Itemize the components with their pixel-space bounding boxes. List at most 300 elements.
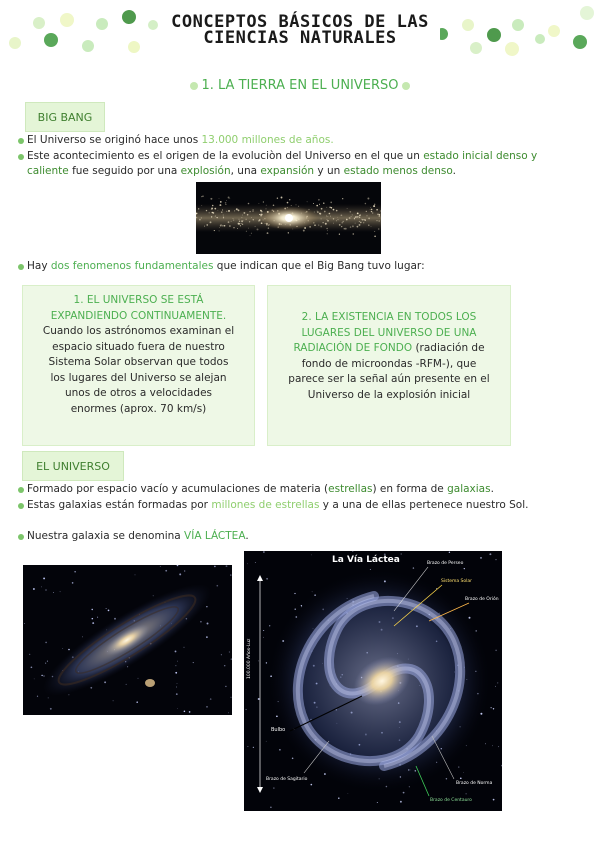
- star: [223, 214, 224, 215]
- star: [184, 711, 186, 713]
- star: [29, 654, 30, 655]
- star: [401, 553, 402, 554]
- star: [219, 230, 220, 231]
- star: [211, 208, 213, 210]
- star: [92, 622, 94, 624]
- star: [460, 777, 462, 779]
- star: [321, 208, 323, 210]
- star: [363, 222, 364, 223]
- star: [464, 568, 465, 569]
- star: [47, 661, 48, 662]
- star: [333, 209, 335, 211]
- star: [292, 758, 294, 760]
- star: [372, 212, 373, 213]
- star: [202, 205, 203, 206]
- bullet-text: fue seguido por una: [68, 165, 181, 177]
- star: [245, 709, 246, 710]
- star: [339, 234, 340, 235]
- star: [210, 198, 212, 200]
- star: [379, 215, 380, 216]
- star: [303, 230, 305, 232]
- star: [319, 213, 320, 214]
- star: [354, 218, 355, 219]
- star: [333, 218, 334, 219]
- star: [358, 217, 359, 218]
- star: [90, 687, 92, 689]
- info-box-heading: 1. EL UNIVERSO SE ESTÁ EXPANDIENDO CONTINUAMENTE.: [50, 294, 227, 322]
- star: [277, 198, 278, 199]
- info-box-text: (radiación de fondo de microondas -RFM-), que parece ser la señal aún presente en el Universo de la explosión inicial: [288, 342, 490, 401]
- star: [328, 216, 329, 217]
- star: [206, 706, 207, 707]
- bullet-text: El Universo se originó hace unos: [27, 134, 202, 146]
- star: [318, 199, 320, 201]
- star: [213, 212, 215, 214]
- star: [206, 636, 208, 638]
- bullet-highlight: expansión: [260, 165, 315, 177]
- star: [492, 745, 493, 746]
- star: [371, 226, 372, 227]
- star: [311, 555, 312, 556]
- bullet-text: , una: [230, 165, 261, 177]
- bullet-text: Hay: [27, 260, 51, 272]
- page-title-line2: CIENCIAS NATURALES: [203, 28, 397, 48]
- star: [279, 749, 281, 751]
- star: [374, 231, 375, 232]
- star: [212, 205, 214, 207]
- star: [136, 701, 138, 703]
- star: [72, 582, 74, 584]
- star: [233, 218, 234, 219]
- bullet-highlight: estrellas: [328, 483, 373, 495]
- star: [230, 697, 231, 698]
- star: [365, 203, 367, 205]
- star: [493, 708, 494, 709]
- star: [214, 208, 216, 210]
- star: [368, 225, 369, 226]
- star: [323, 203, 324, 204]
- star: [91, 609, 92, 610]
- star: [291, 205, 292, 206]
- star: [342, 198, 343, 199]
- star: [239, 219, 240, 220]
- star: [221, 212, 222, 213]
- star: [253, 747, 254, 748]
- bullet-text: y un: [314, 165, 344, 177]
- star: [228, 712, 229, 713]
- star: [257, 228, 259, 230]
- star: [313, 203, 314, 204]
- star: [198, 208, 199, 209]
- star: [463, 772, 464, 773]
- star: [341, 214, 343, 216]
- star: [176, 687, 177, 688]
- star: [370, 207, 371, 208]
- star: [258, 203, 259, 204]
- star: [373, 205, 375, 207]
- star: [209, 212, 210, 213]
- star: [211, 216, 212, 217]
- star: [341, 222, 342, 223]
- star: [242, 224, 243, 225]
- star: [243, 220, 244, 221]
- star: [330, 202, 332, 204]
- star: [249, 221, 250, 222]
- star: [260, 210, 261, 211]
- star: [360, 222, 362, 224]
- star: [364, 219, 365, 220]
- star: [327, 233, 328, 234]
- page-title: [160, 12, 440, 48]
- star: [106, 608, 107, 609]
- star: [317, 211, 318, 212]
- star: [176, 693, 178, 695]
- star: [214, 230, 215, 231]
- star: [247, 214, 249, 216]
- star: [33, 588, 35, 590]
- label-sagitario: Brazo de Sagitario: [266, 777, 308, 782]
- star: [226, 565, 228, 567]
- star: [269, 625, 270, 626]
- star: [224, 225, 226, 227]
- bullet-highlight: galaxias: [447, 483, 491, 495]
- star: [246, 231, 247, 232]
- star: [357, 213, 359, 215]
- star: [160, 566, 161, 567]
- star: [229, 651, 230, 652]
- star: [175, 672, 177, 674]
- star: [108, 610, 110, 612]
- heading-dot-right: [402, 82, 410, 90]
- star: [252, 209, 253, 210]
- star: [255, 226, 256, 227]
- star: [413, 567, 414, 568]
- star: [289, 199, 290, 200]
- bullet-milky-way: [18, 529, 578, 544]
- star: [230, 574, 231, 575]
- star: [97, 617, 98, 618]
- star: [177, 683, 178, 684]
- star: [206, 606, 207, 607]
- label-sistema-solar: Sistema Solar: [441, 579, 473, 584]
- tag-big-bang: BIG BANG: [25, 102, 105, 132]
- star: [236, 208, 238, 210]
- star: [352, 225, 354, 227]
- big-bang-image: [196, 182, 381, 254]
- star: [255, 562, 256, 563]
- star: [135, 575, 136, 576]
- star: [377, 213, 379, 215]
- star: [37, 696, 38, 697]
- star: [485, 743, 486, 744]
- star: [326, 207, 327, 208]
- star: [263, 201, 264, 202]
- star: [497, 682, 498, 683]
- star: [201, 196, 202, 197]
- star: [206, 210, 207, 211]
- star: [360, 214, 361, 215]
- star: [400, 801, 402, 803]
- star: [225, 204, 226, 205]
- star: [458, 767, 459, 768]
- bullet-highlight: 13.000 millones de años.: [201, 134, 334, 146]
- star: [379, 214, 380, 215]
- star: [377, 802, 378, 803]
- star: [248, 228, 249, 229]
- star: [179, 573, 181, 575]
- star: [183, 647, 184, 648]
- star: [60, 591, 61, 592]
- star: [288, 232, 289, 233]
- star: [229, 198, 230, 199]
- star: [219, 204, 221, 206]
- star: [259, 214, 260, 215]
- star: [210, 698, 212, 700]
- star: [45, 642, 47, 644]
- star: [228, 221, 230, 223]
- star: [177, 708, 178, 709]
- star: [231, 221, 232, 222]
- star: [263, 551, 265, 553]
- star: [241, 223, 242, 224]
- star: [258, 661, 259, 662]
- star: [294, 593, 295, 594]
- star: [326, 215, 327, 216]
- star: [225, 686, 226, 687]
- star: [219, 198, 220, 199]
- star: [246, 219, 247, 220]
- star: [374, 235, 376, 237]
- star: [104, 681, 106, 683]
- star: [45, 663, 46, 664]
- milky-way-title: La Vía Láctea: [332, 555, 400, 565]
- star: [466, 793, 467, 794]
- star: [489, 553, 491, 555]
- star: [82, 637, 83, 638]
- star: [355, 216, 356, 217]
- bullet-highlight: estado inicial denso y caliente: [27, 150, 538, 177]
- milky-way-illustration: [244, 551, 502, 811]
- star: [238, 209, 240, 211]
- andromeda-illustration: [23, 565, 232, 715]
- star: [216, 217, 217, 218]
- star: [175, 650, 177, 652]
- star: [325, 223, 327, 225]
- star: [153, 595, 154, 596]
- tag-el-universo: EL UNIVERSO: [22, 451, 124, 481]
- star: [31, 666, 33, 668]
- star: [189, 711, 191, 713]
- star: [266, 662, 267, 663]
- star: [378, 228, 380, 230]
- star: [357, 216, 359, 218]
- star: [352, 233, 354, 235]
- star: [336, 220, 337, 221]
- star: [327, 219, 328, 220]
- star: [113, 700, 114, 701]
- bullet-highlight: estado menos denso: [343, 165, 453, 177]
- section-heading: [0, 78, 600, 93]
- star: [177, 661, 178, 662]
- star: [349, 217, 351, 219]
- star: [221, 654, 222, 655]
- star: [207, 623, 209, 625]
- star: [296, 204, 297, 205]
- star: [324, 211, 326, 213]
- star: [374, 204, 375, 205]
- star: [222, 225, 224, 227]
- star: [242, 217, 243, 218]
- star: [377, 220, 378, 221]
- star: [368, 218, 370, 220]
- star: [320, 226, 322, 228]
- star: [226, 211, 227, 212]
- star: [449, 552, 450, 553]
- star: [321, 218, 322, 219]
- star: [287, 202, 289, 204]
- star: [233, 227, 234, 228]
- star: [223, 217, 224, 218]
- star: [241, 220, 243, 222]
- star: [242, 214, 243, 215]
- andromeda-galaxy-image: [23, 565, 232, 715]
- star: [378, 220, 380, 222]
- star: [318, 225, 319, 226]
- star: [222, 210, 223, 211]
- star: [498, 746, 499, 747]
- star: [263, 630, 264, 631]
- star: [258, 698, 260, 700]
- star: [165, 570, 167, 572]
- star: [359, 221, 360, 222]
- star: [327, 220, 329, 222]
- star: [491, 707, 492, 708]
- star: [371, 209, 373, 211]
- star: [92, 618, 94, 620]
- star: [224, 665, 225, 666]
- star: [200, 621, 202, 623]
- label-norma: Brazo de Norma: [456, 781, 493, 786]
- star: [330, 216, 331, 217]
- label-lightyears: 100.000 Años-Luz: [247, 638, 252, 679]
- star: [270, 807, 272, 809]
- star: [68, 649, 70, 651]
- bullet-evolution: [18, 149, 558, 179]
- star: [34, 679, 35, 680]
- star: [329, 213, 331, 215]
- star: [352, 214, 353, 215]
- star: [234, 210, 235, 211]
- star: [24, 623, 25, 624]
- star: [338, 219, 339, 220]
- star: [41, 675, 42, 676]
- label-bulbo: Bulbo: [271, 727, 286, 733]
- bullet-galaxies: [18, 498, 578, 513]
- star: [243, 212, 245, 214]
- star: [362, 219, 364, 221]
- label-perseo: Brazo de Perseo: [427, 561, 464, 566]
- star: [371, 211, 372, 212]
- star: [266, 208, 267, 209]
- star: [350, 226, 351, 227]
- info-box-heading: 2. LA EXISTENCIA EN TODOS LOS LUGARES DEL UNIVERSO DE UNA RADIACIÓN DE FONDO: [293, 311, 477, 354]
- bullet-text: Este acontecimiento es el origen de la evoluciòn del Universo en el que un: [27, 150, 424, 162]
- star: [366, 215, 367, 216]
- star: [228, 197, 230, 199]
- star: [45, 589, 46, 590]
- star: [359, 217, 360, 218]
- star: [341, 226, 342, 227]
- bullet-text: ) en forma de: [372, 483, 448, 495]
- star: [53, 592, 54, 593]
- star: [199, 219, 201, 221]
- star: [273, 204, 275, 206]
- star: [403, 792, 405, 794]
- star: [312, 591, 313, 592]
- star: [220, 201, 222, 203]
- star: [273, 788, 274, 789]
- star: [217, 585, 219, 587]
- star: [370, 569, 371, 570]
- star: [247, 746, 248, 747]
- bullet-highlight: VÍA LÁCTEA: [184, 530, 246, 542]
- star: [238, 223, 240, 225]
- star: [220, 225, 222, 227]
- bullet-text: y a una de ellas pertenece nuestro Sol.: [319, 499, 529, 511]
- star: [495, 686, 496, 687]
- star: [267, 232, 269, 234]
- star: [202, 196, 203, 197]
- star: [240, 225, 241, 226]
- star: [345, 228, 347, 230]
- bullet-text: .: [490, 483, 494, 495]
- star: [204, 226, 205, 227]
- star: [342, 221, 344, 223]
- star: [495, 559, 496, 560]
- milky-way-diagram: [244, 551, 502, 811]
- star: [349, 211, 351, 213]
- info-box-expansion: [22, 285, 255, 446]
- star: [126, 684, 127, 685]
- star: [446, 778, 447, 779]
- big-bang-illustration: [196, 182, 381, 254]
- page-title-line1: CONCEPTOS BÁSICOS DE LAS: [171, 12, 429, 32]
- star: [226, 200, 227, 201]
- star: [268, 227, 269, 228]
- star: [314, 225, 315, 226]
- bullet-highlight: dos fenomenos fundamentales: [50, 260, 214, 272]
- star: [281, 197, 283, 199]
- star: [493, 799, 495, 801]
- star: [239, 221, 240, 222]
- info-box-radiation: [267, 285, 511, 446]
- star: [43, 577, 45, 579]
- label-orion: Brazo de Orión: [465, 597, 499, 602]
- star: [307, 201, 308, 202]
- star: [348, 793, 349, 794]
- bullet-text: .: [245, 530, 249, 542]
- star: [215, 216, 216, 217]
- star: [68, 694, 69, 695]
- star: [357, 226, 359, 228]
- bullet-highlight: millones de estrellas: [211, 499, 320, 511]
- star: [253, 219, 254, 220]
- star: [347, 208, 348, 209]
- star: [331, 207, 333, 209]
- star: [207, 224, 208, 225]
- star: [336, 210, 338, 212]
- bullet-composition: [18, 482, 588, 497]
